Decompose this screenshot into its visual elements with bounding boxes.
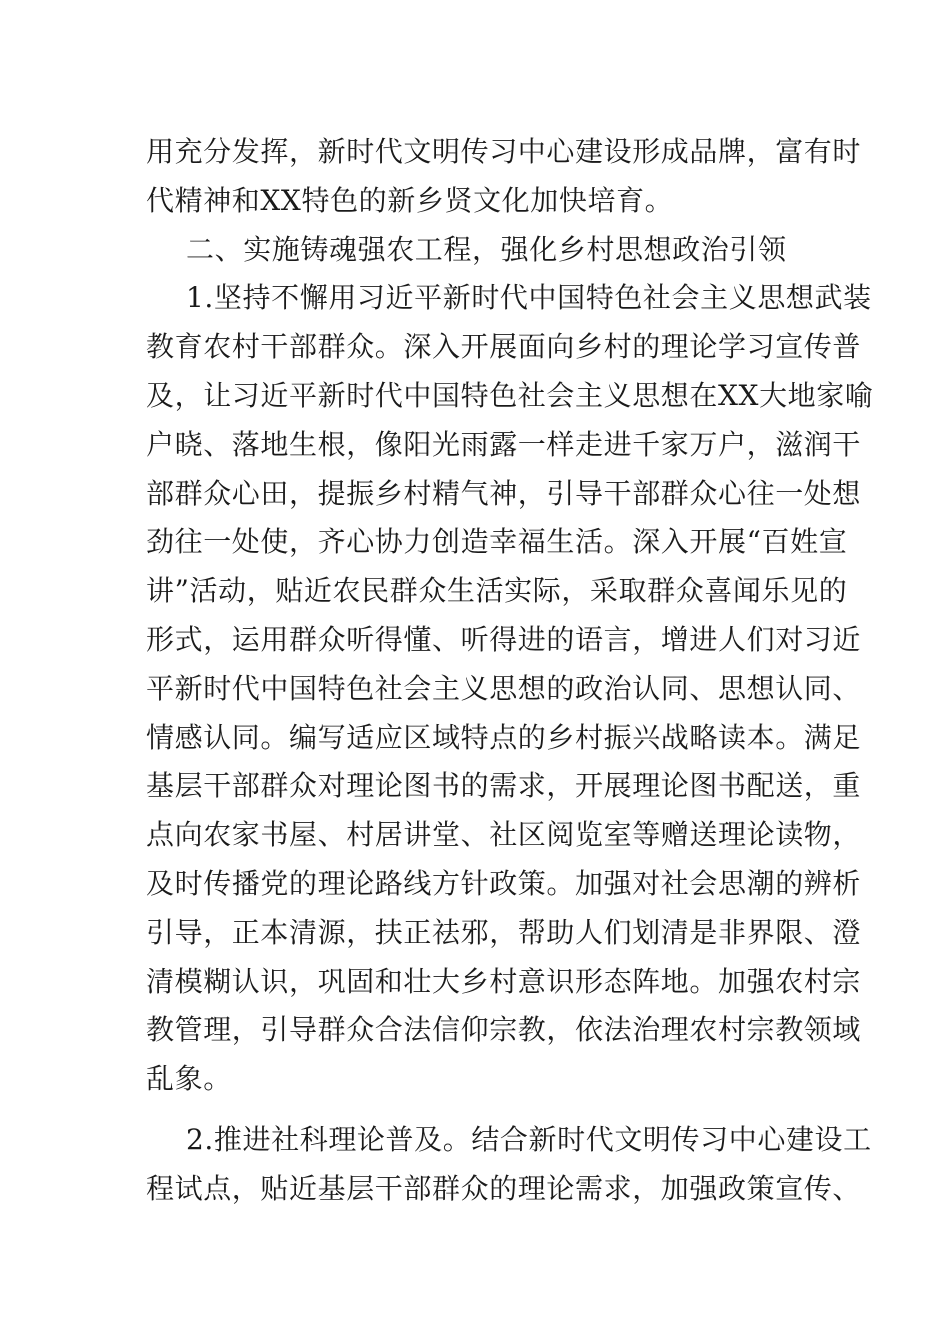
paragraph-1 (146, 274, 874, 1104)
paragraph-2 (146, 1116, 872, 1214)
text-line: 讲”活动，贴近农民群众生活实际，采取群众喜闻乐见的 (146, 574, 848, 608)
text-line: 平新时代中国特色社会主义思想的政治认同、思想认同、 (146, 671, 862, 705)
text-line: 清模糊认识，巩固和壮大乡村意识形态阵地。加强农村宗 (146, 964, 862, 998)
section-heading: 二、实施铸魂强农工程，强化乡村思想政治引领 (186, 232, 787, 266)
paragraph-intro (146, 128, 862, 226)
text-line: 代精神和XX特色的新乡贤文化加快培育。 (146, 183, 674, 217)
text-line: 2.推进社科理论普及。结合新时代文明传习中心建设工 (186, 1122, 872, 1156)
text-line: 基层干部群众对理论图书的需求，开展理论图书配送，重 (146, 769, 862, 803)
text-line: 用充分发挥，新时代文明传习中心建设形成品牌，富有时 (146, 135, 862, 168)
text-line: 教育农村干部群众。深入开展面向乡村的理论学习宣传普 (146, 330, 862, 364)
text-line: 引导，正本清源，扶正祛邪，帮助人们划清是非界限、澄 (146, 915, 862, 949)
text-line: 及，让习近平新时代中国特色社会主义思想在XX大地家喻 (146, 378, 874, 412)
text-line: 部群众心田，提振乡村精气神，引导干部群众心往一处想 (146, 476, 862, 510)
section-heading-block (146, 226, 806, 275)
text-line: 情感认同。编写适应区域特点的乡村振兴战略读本。满足 (146, 720, 862, 754)
text-line: 1.坚持不懈用习近平新时代中国特色社会主义思想武装 (186, 281, 872, 315)
text-line: 点向农家书屋、村居讲堂、社区阅览室等赠送理论读物， (146, 818, 862, 852)
document-body (146, 128, 874, 1214)
paragraph-gap (146, 1104, 806, 1116)
text-line: 劲往一处使，齐心协力创造幸福生活。深入开展“百姓宣 (146, 525, 848, 559)
text-line: 乱象。 (146, 1062, 232, 1096)
text-line: 程试点，贴近基层干部群众的理论需求，加强政策宣传、 (146, 1171, 862, 1205)
text-line: 形式，运用群众听得懂、听得进的语言，增进人们对习近 (146, 622, 862, 656)
text-line: 及时传播党的理论路线方针政策。加强对社会思潮的辨析 (146, 866, 862, 900)
text-line: 户晓、落地生根，像阳光雨露一样走进千家万户，滋润干 (146, 427, 862, 461)
text-line: 教管理，引导群众合法信仰宗教，依法治理农村宗教领域 (146, 1013, 862, 1047)
